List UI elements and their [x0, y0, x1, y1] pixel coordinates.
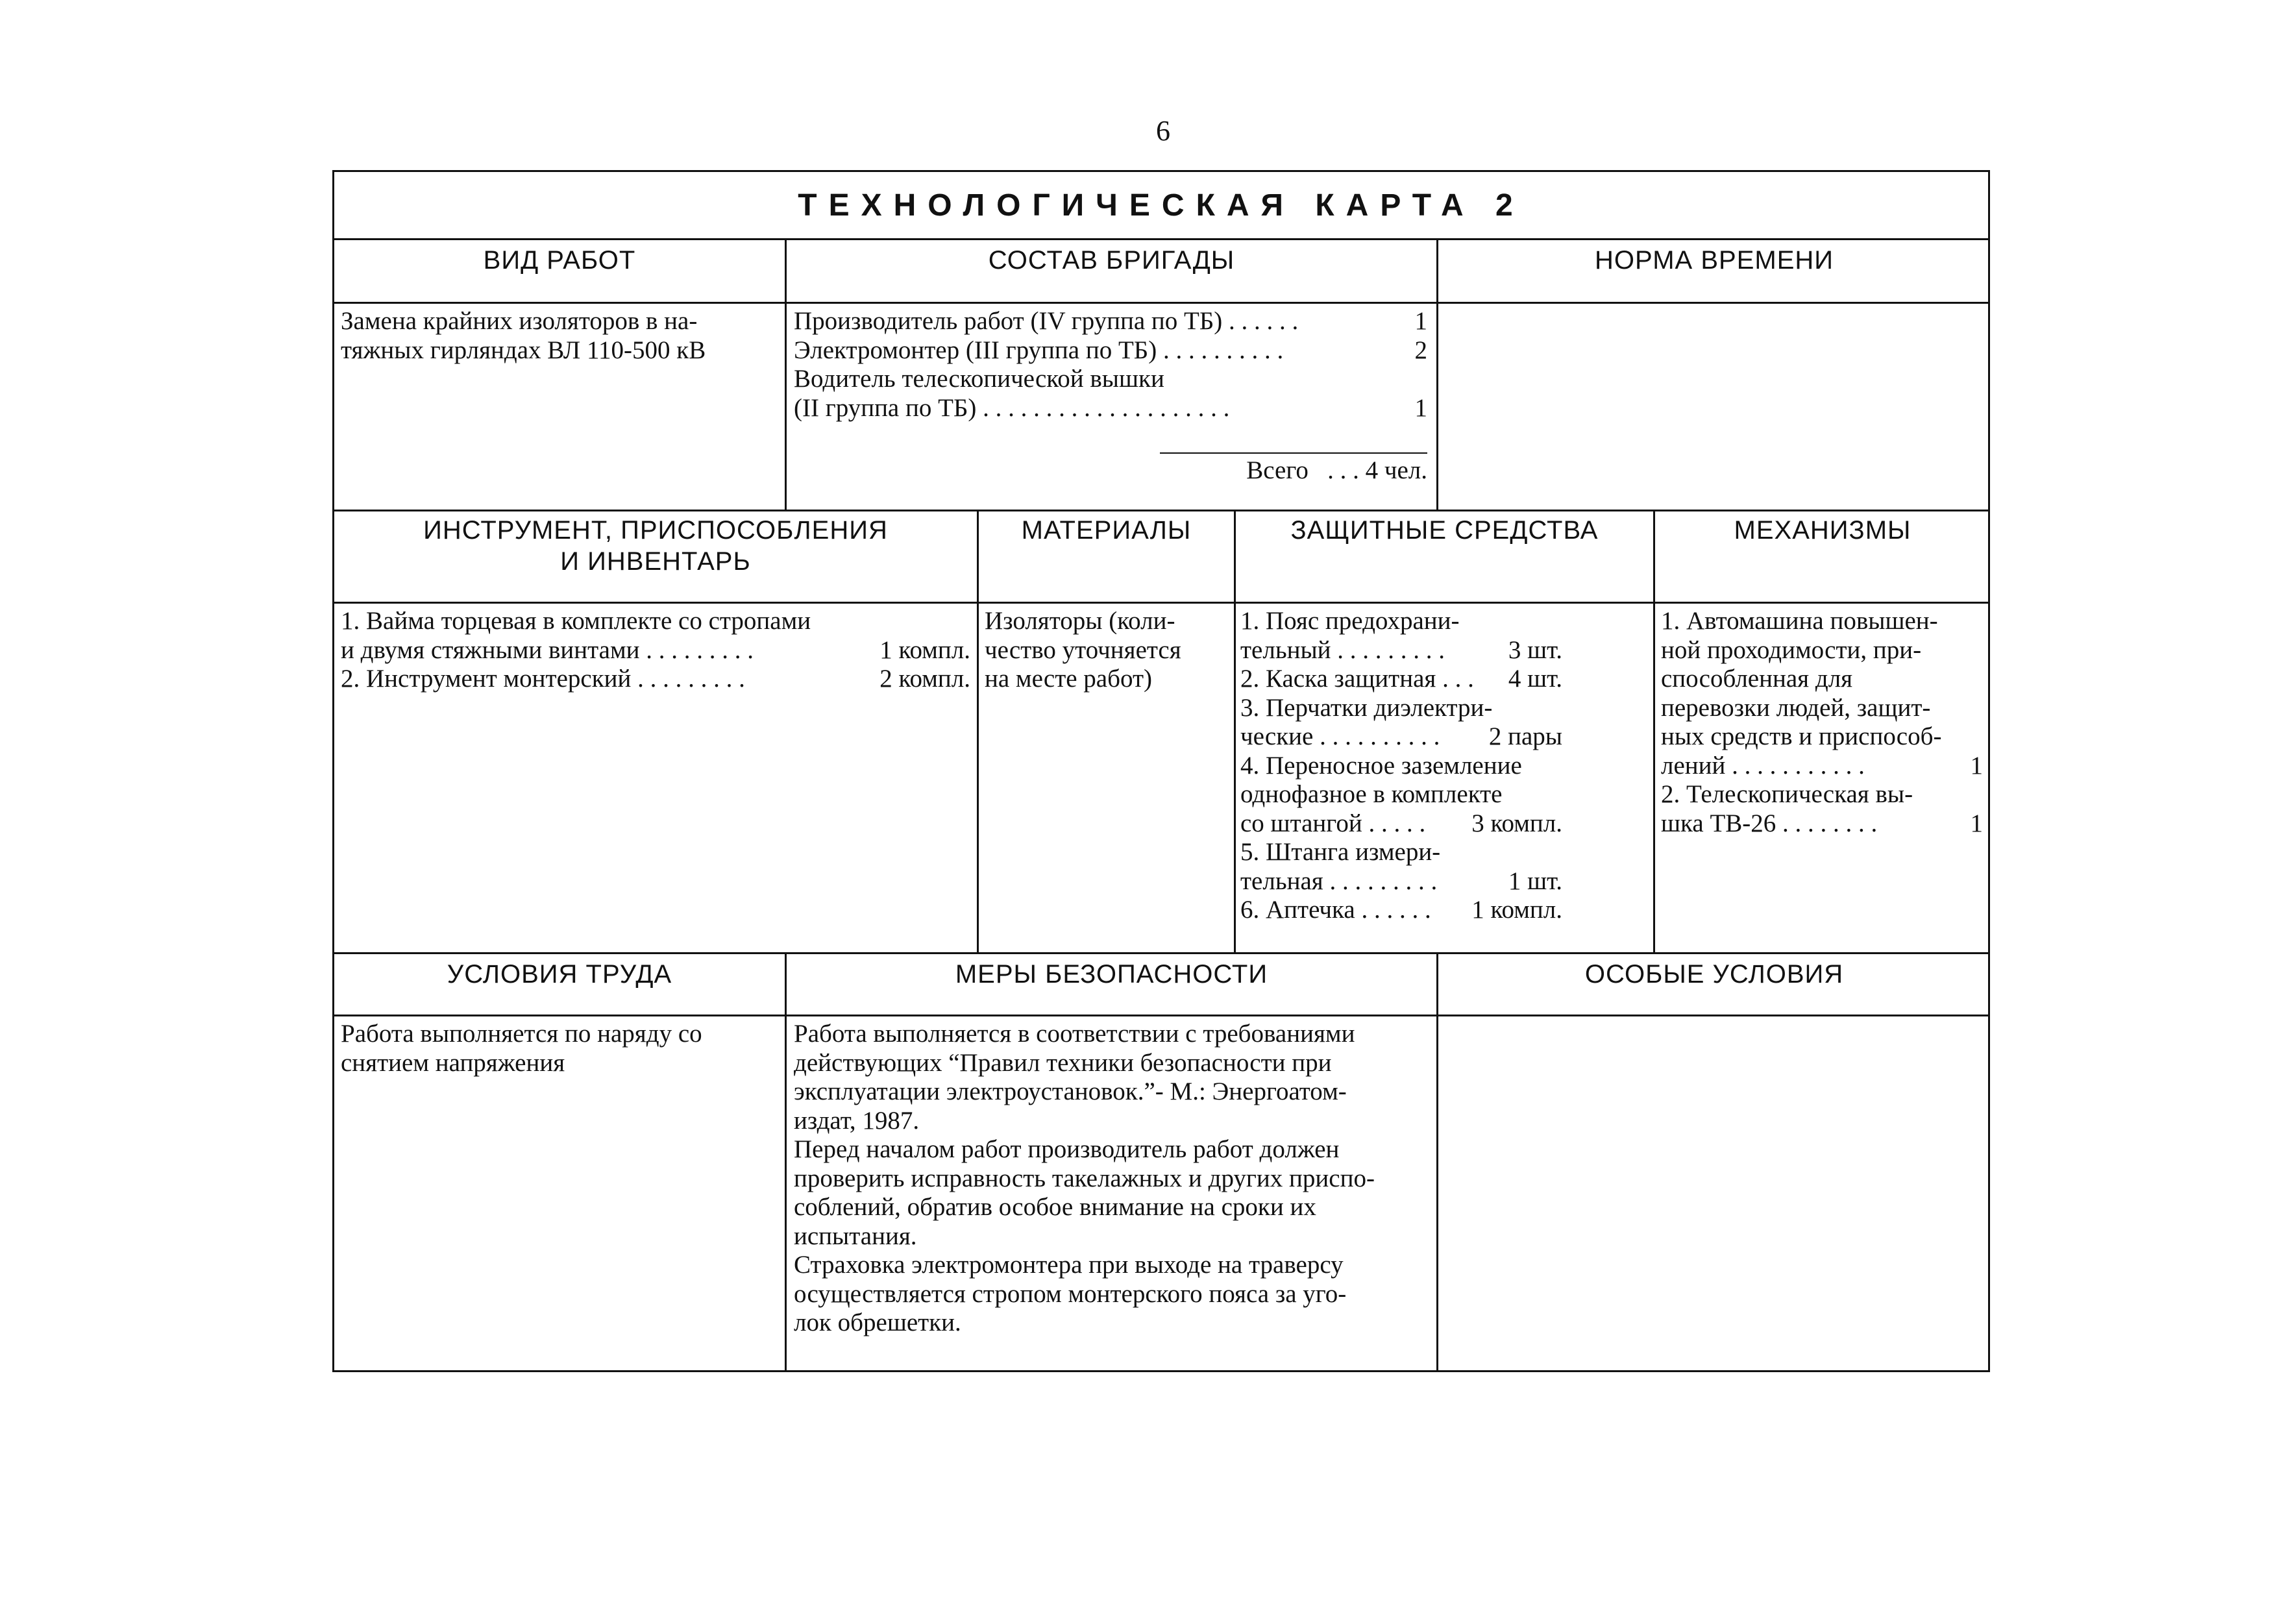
protection-row: 2. Каска защитная . . . 4 шт. [1240, 665, 1562, 693]
protection-row: 1. Пояс предохрани- [1240, 607, 1460, 635]
protection-row: со штангой . . . . . 3 компл. [1240, 809, 1562, 837]
protection-row: ческие . . . . . . . . . . 2 пары [1240, 722, 1562, 750]
total-rule [1160, 452, 1427, 454]
rule-s2-header [334, 602, 1988, 604]
card-title: ТЕХНОЛОГИЧЕСКАЯ КАРТА 2 [798, 188, 1525, 223]
col-rule-s3-b [1436, 952, 1438, 1372]
safety-text: Работа выполняется в соответствии с требованиями действующих “Правил техники безопасности при эксплуатации электроустановок.”- М.: Энергоатом- издат, 1987. Перед началом работ производитель работ должен проверить исправность такелажных и других приспо- соблений, обратив особое внимание на сроки их испытания. Страховка электромонтера при выходе на траверсу осуществляется стропом монтерского пояса за уго- лок обрешетки. [794, 1020, 1375, 1336]
brigade-qty: 1 [1414, 307, 1427, 335]
header-protection: ЗАЩИТНЫЕ СРЕДСТВА [1290, 516, 1599, 545]
rule-s3-header [334, 1015, 1988, 1016]
mechanisms-row: перевозки людей, защит- [1661, 693, 1931, 722]
protection-list [1240, 607, 1562, 925]
header-mechanisms: МЕХАНИЗМЫ [1734, 516, 1911, 545]
brigade-qty: 1 [1414, 393, 1427, 422]
col-rule-s1-b [1436, 238, 1438, 511]
header-safety: МЕРЫ БЕЗОПАСНОСТИ [955, 960, 1268, 989]
tools-row: 1. Вайма торцевая в комплекте со стропами [341, 607, 811, 635]
header-conditions: УСЛОВИЯ ТРУДА [447, 960, 672, 989]
brigade-row: Электромонтер (III группа по ТБ) . . . . . . . . . . 2 [794, 336, 1427, 364]
protection-row: 3. Перчатки диэлектри- [1240, 693, 1493, 722]
tools-row: 2. Инструмент монтерский . . . . . . . . . 2 компл. [341, 665, 970, 693]
materials-text: Изоляторы (коли- чество уточняется на месте работ) [985, 607, 1181, 693]
brigade-total: Всего . . . 4 чел. [1246, 456, 1427, 484]
header-tools: ИНСТРУМЕНТ, ПРИСПОСОБЛЕНИЯ И ИНВЕНТАРЬ [423, 516, 888, 576]
mechanisms-row: шка ТВ-26 . . . . . . . . 1 [1661, 809, 1983, 837]
mechanisms-row: способленная для [1661, 665, 1853, 693]
rule-s1-end [334, 510, 1988, 511]
col-rule-s1-a [785, 238, 787, 511]
protection-row: тельный . . . . . . . . . 3 шт. [1240, 635, 1562, 664]
header-special: ОСОБЫЕ УСЛОВИЯ [1584, 960, 1844, 989]
brigade-row: Производитель работ (IV группа по ТБ) . . . . . . 1 [794, 307, 1427, 335]
rule-s1-header [334, 302, 1988, 304]
col-rule-s2-a [977, 510, 979, 953]
conditions-text: Работа выполняется по наряду со снятием напряжения [341, 1020, 702, 1077]
header-time-norm: НОРМА ВРЕМЕНИ [1594, 246, 1834, 275]
tools-row: и двумя стяжными винтами . . . . . . . . . 1 компл. [341, 635, 970, 664]
col-rule-s2-b [1234, 510, 1236, 953]
mechanisms-list [1661, 607, 1983, 838]
total-value: 4 чел. [1365, 456, 1427, 484]
protection-row: 5. Штанга измери- [1240, 838, 1441, 866]
page-number: 6 [1156, 115, 1170, 147]
brigade-list [794, 307, 1427, 423]
protection-row: 4. Переносное заземление [1240, 751, 1522, 780]
brigade-row: (II группа по ТБ) . . . . . . . . . . . . . . . . . . . . 1 [794, 393, 1427, 422]
col-rule-s2-c [1653, 510, 1655, 953]
mechanisms-row: ных средств и приспособ- [1661, 722, 1942, 750]
mechanisms-row: 2. Телескопическая вы- [1661, 780, 1913, 808]
mechanisms-row: 1. Автомашина повышен- [1661, 607, 1938, 635]
work-type-text [341, 307, 776, 365]
technological-card-table [332, 170, 1990, 1372]
protection-row: 6. Аптечка . . . . . . 1 компл. [1240, 896, 1562, 924]
mechanisms-row: лений . . . . . . . . . . . 1 [1661, 751, 1983, 780]
rule-title [334, 238, 1988, 240]
protection-row: однофазное в комплекте [1240, 780, 1503, 808]
mechanisms-row: ной проходимости, при- [1661, 635, 1922, 664]
work-type-line: Замена крайних изоляторов в на- [341, 307, 698, 335]
brigade-qty: 2 [1414, 336, 1427, 364]
rule-s2-end [334, 952, 1988, 954]
header-brigade: СОСТАВ БРИГАДЫ [988, 246, 1235, 275]
tools-list [341, 607, 970, 694]
header-materials: МАТЕРИАЛЫ [1021, 516, 1192, 545]
header-work-type: ВИД РАБОТ [483, 246, 636, 275]
brigade-row: Водитель телескопической вышки [794, 365, 1164, 393]
work-type-line: тяжных гирляндах ВЛ 110-500 кВ [341, 336, 706, 364]
protection-row: тельная . . . . . . . . . 1 шт. [1240, 867, 1562, 895]
col-rule-s3-a [785, 952, 787, 1372]
total-label: Всего [1246, 456, 1309, 484]
